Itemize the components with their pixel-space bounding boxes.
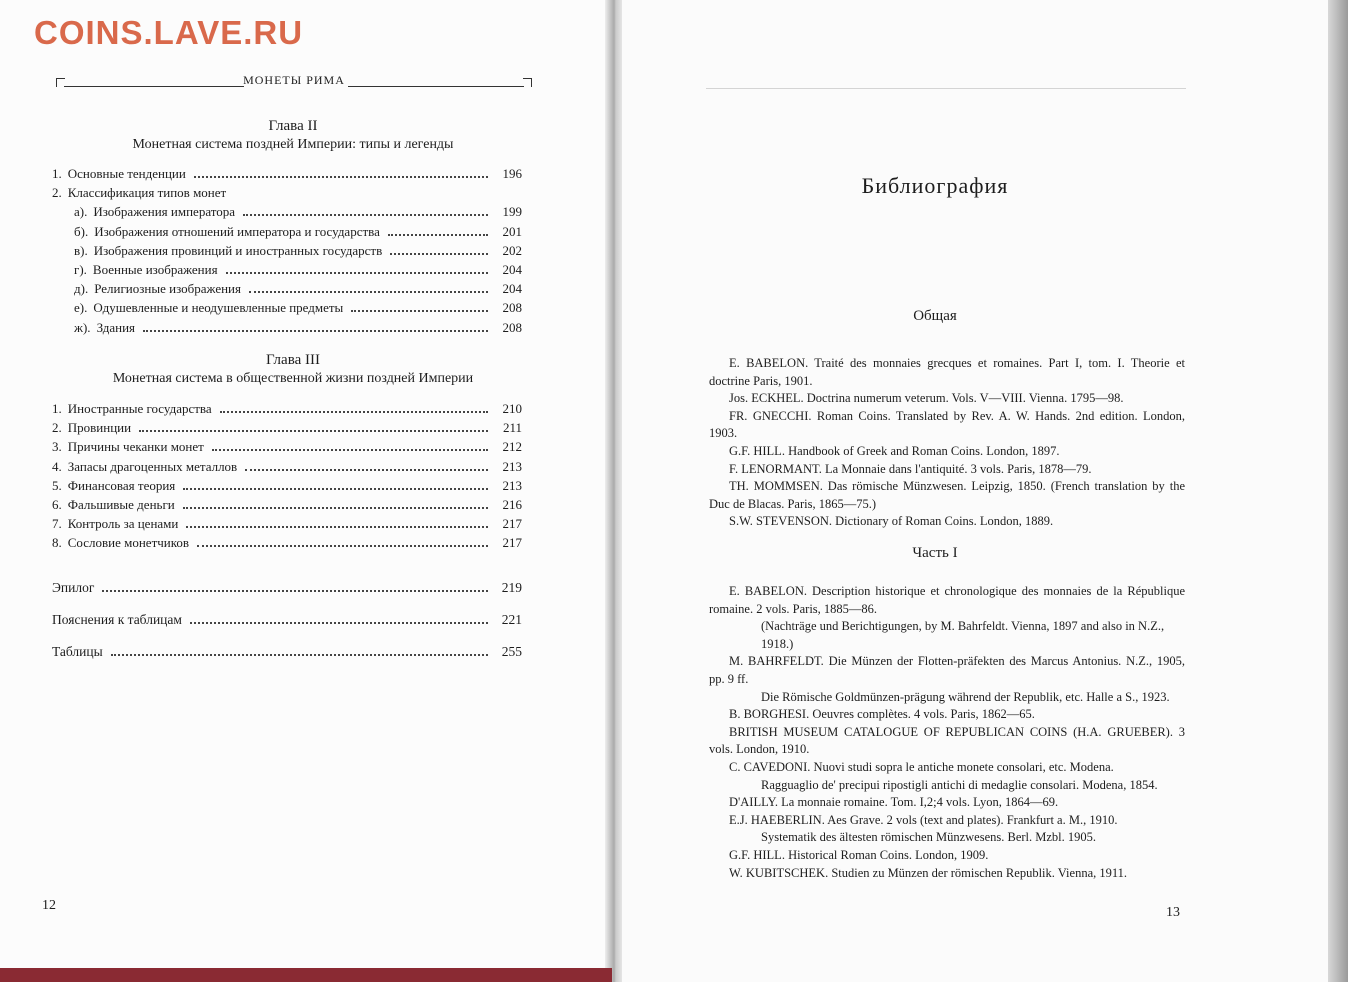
toc-page-number: 219: [501, 580, 522, 595]
toc-row: [52, 535, 522, 554]
reference-entry: E. BABELON. Description historique et chronologique des monnaies de la République romaine. 2 vols. Paris, 1885—86.: [709, 584, 1185, 616]
reference-entry: Jos. ECKHEL. Doctrina numerum veterum. Vols. V—VIII. Vienna. 1795—98.: [729, 391, 1124, 406]
page-number-right: 13: [1166, 905, 1180, 920]
toc-row: [52, 185, 522, 204]
toc-label: Сословие монетчиков: [67, 535, 190, 551]
bibliography-title: Библиография: [861, 173, 1009, 198]
toc-label: Иностранные государства: [67, 401, 212, 416]
section-general-title: Общая: [913, 308, 957, 324]
toc-number: 8.: [52, 535, 62, 551]
toc-row: [52, 644, 522, 676]
reference-entry: W. KUBITSCHEK. Studien zu Münzen der römischen Republik. Vienna, 1911.: [729, 865, 1128, 880]
toc-page-number: 210: [502, 401, 522, 416]
running-title: МОНЕТЫ РИМА: [243, 73, 345, 87]
reference-entry: B. BORGHESI. Oeuvres complètes. 4 vols. Paris, 1862—65.: [729, 707, 1035, 722]
cover-edge: [0, 968, 612, 982]
toc-number: 4.: [52, 458, 62, 474]
page-edge: [1328, 0, 1348, 982]
toc-page-number: 201: [502, 223, 522, 239]
toc-row: [52, 516, 522, 535]
toc-label: Изображения провинций и иностранных государств: [93, 242, 383, 258]
toc-page-number: 208: [502, 319, 522, 335]
toc-number: ж).: [74, 319, 91, 335]
toc-label: Эпилог: [52, 580, 95, 595]
toc-number: 7.: [52, 516, 62, 532]
toc-row: [52, 401, 522, 420]
toc-leader: [183, 486, 488, 490]
reference-entry: G.F. HILL. Handbook of Greek and Roman Coins. London, 1897.: [729, 443, 1060, 458]
toc-row: [52, 459, 522, 478]
reference-entry: M. BAHRFELDT. Die Münzen der Flotten-präfekten des Marcus Antonius. N.Z., 1905, pp. 9 ff.: [709, 654, 1185, 686]
toc-label: Финансовая теория: [67, 477, 176, 493]
toc-label: Изображения императора: [93, 204, 236, 220]
toc-label: Религиозные изображения: [94, 281, 241, 297]
toc-page-number: 196: [502, 166, 522, 181]
toc-number: 3.: [52, 439, 62, 455]
toc-page-number: 212: [502, 439, 522, 455]
toc-page-number: 221: [501, 612, 522, 627]
toc-number: 6.: [52, 496, 62, 512]
toc-leader: [212, 447, 488, 451]
toc-leader: [111, 652, 488, 656]
toc-number: 2.: [52, 185, 62, 201]
toc-leader: [388, 232, 488, 236]
chapter-3-title: Глава III: [266, 352, 320, 368]
toc-page-number: 204: [502, 281, 522, 297]
toc-number: а).: [74, 204, 88, 220]
toc-leader: [143, 328, 488, 332]
reference-entry: S.W. STEVENSON. Dictionary of Roman Coins. London, 1889.: [729, 514, 1054, 529]
toc-number: 2.: [52, 420, 62, 436]
toc-page-number: 208: [502, 300, 522, 316]
toc-row: [52, 243, 522, 262]
chapter-2-subtitle: Монетная система поздней Империи: типы и легенды: [132, 137, 454, 152]
toc-label: Одушевленные и неодушевленные предметы: [93, 300, 344, 316]
toc-label: Изображения отношений императора и государства: [94, 223, 380, 239]
toc-row: [52, 478, 522, 497]
reference-entry: D'AILLY. La monnaie romaine. Tom. I,2;4 vols. Lyon, 1864—69.: [729, 795, 1059, 810]
toc-label: Пояснения к таблицам: [52, 612, 182, 627]
toc-leader: [183, 505, 488, 509]
toc-leader: [351, 308, 488, 312]
toc-leader: [245, 467, 488, 471]
toc-label: Военные изображения: [92, 261, 218, 277]
reference-entry: Ragguaglio de' precipui ripostigli antichi di medaglie consolari. Modena, 1854.: [761, 777, 1158, 792]
toc-label: Контроль за ценами: [67, 516, 179, 532]
toc-row: [52, 580, 522, 612]
toc-leader: [139, 428, 488, 432]
toc-leader: [190, 620, 488, 624]
toc-chapter-3: [52, 401, 522, 555]
reference-entry: FR. GNECCHI. Roman Coins. Translated by Rev. A. W. Hands. 2nd edition. London, 1903.: [709, 408, 1185, 441]
toc-leader: [194, 174, 488, 178]
toc-page-number: 217: [502, 535, 522, 551]
toc-row: [52, 320, 522, 339]
reference-entry: (Nachträge und Berichtigungen, by M. Bahrfeldt. Vienna, 1897 and also in N.Z., 1918.): [761, 619, 1165, 651]
toc-row: [52, 612, 522, 644]
toc-label: Основные тенденции: [67, 166, 186, 181]
page-number-left: 12: [42, 898, 56, 913]
toc-label: Таблицы: [52, 644, 103, 659]
toc-row: [52, 224, 522, 243]
toc-number: г).: [74, 261, 87, 277]
toc-page-number: 213: [502, 477, 522, 493]
reference-entry: E.J. HAEBERLIN. Aes Grave. 2 vols (text and plates). Frankfurt a. M., 1910.: [729, 812, 1118, 827]
toc-leader: [390, 251, 488, 255]
toc-number: в).: [74, 242, 88, 258]
reference-entry: Die Römische Goldmünzen-prägung während der Republik, etc. Halle a S., 1923.: [761, 689, 1170, 704]
reference-entry: E. BABELON. Traité des monnaies grecques et romaines. Part I, tom. I. Theorie et doctrine Paris, 1901.: [709, 356, 1185, 388]
reference-entry: G.F. HILL. Historical Roman Coins. London, 1909.: [729, 847, 989, 862]
part1-references: [709, 583, 1185, 882]
toc-page-number: 213: [502, 458, 522, 474]
toc-page-number: 217: [502, 516, 522, 532]
toc-page-number: 204: [502, 261, 522, 277]
toc-leader: [186, 524, 488, 528]
toc-page-number: 202: [502, 242, 522, 258]
watermark: COINS.LAVE.RU: [34, 14, 304, 51]
reference-entry: Systematik des ältesten römischen Münzwesens. Berl. Mzbl. 1905.: [761, 830, 1097, 845]
reference-entry: TH. MOMMSEN. Das römische Münzwesen. Leipzig, 1850. (French translation by the Duc de Blacas. Paris, 1865—75.): [709, 479, 1185, 511]
toc-number: е).: [74, 300, 88, 316]
toc-page-number: 216: [502, 496, 522, 512]
toc-number: 1.: [52, 166, 62, 181]
toc-number: д).: [74, 281, 89, 297]
toc-leader: [102, 588, 488, 592]
toc-row: [52, 262, 522, 281]
toc-label: Здания: [96, 319, 136, 335]
toc-row: [52, 439, 522, 458]
toc-leader: [243, 212, 488, 216]
toc-number: б).: [74, 223, 89, 239]
toc-leader: [220, 409, 488, 413]
chapter-2-title: Глава II: [268, 118, 318, 134]
toc-leader: [197, 543, 488, 547]
toc-final: [52, 580, 522, 676]
toc-label: Провинции: [67, 420, 132, 436]
reference-entry: BRITISH MUSEUM CATALOGUE OF REPUBLICAN COINS (H.A. GRUEBER). 3 vols. London, 1910.: [709, 724, 1185, 757]
toc-row: [52, 204, 522, 223]
toc-page-number: 211: [502, 420, 522, 436]
toc-leader: [226, 270, 488, 274]
toc-page-number: 199: [502, 204, 522, 220]
ghost-header: [706, 74, 1186, 98]
section-part1-title: Часть I: [912, 545, 958, 561]
toc-label: Классификация типов монет: [67, 185, 227, 201]
reference-entry: F. LENORMANT. La Monnaie dans l'antiquité. 3 vols. Paris, 1878—79.: [729, 461, 1092, 476]
toc-page-number: 255: [501, 644, 522, 659]
toc-number: 5.: [52, 477, 62, 493]
toc-label: Фальшивые деньги: [67, 496, 175, 512]
toc-number: 1.: [52, 401, 62, 416]
toc-row: [52, 281, 522, 300]
toc-row: [52, 166, 522, 185]
general-references: [709, 355, 1185, 531]
toc-chapter-2: [52, 166, 522, 339]
reference-entry: C. CAVEDONI. Nuovi studi sopra le antiche monete consolari, etc. Modena.: [729, 759, 1114, 774]
toc-label: Причины чеканки монет: [67, 439, 204, 455]
toc-row: [52, 420, 522, 439]
toc-row: [52, 300, 522, 319]
toc-leader: [249, 289, 488, 293]
toc-row: [52, 497, 522, 516]
chapter-3-subtitle: Монетная система в общественной жизни поздней Империи: [112, 371, 474, 386]
toc-label: Запасы драгоценных металлов: [67, 458, 238, 474]
